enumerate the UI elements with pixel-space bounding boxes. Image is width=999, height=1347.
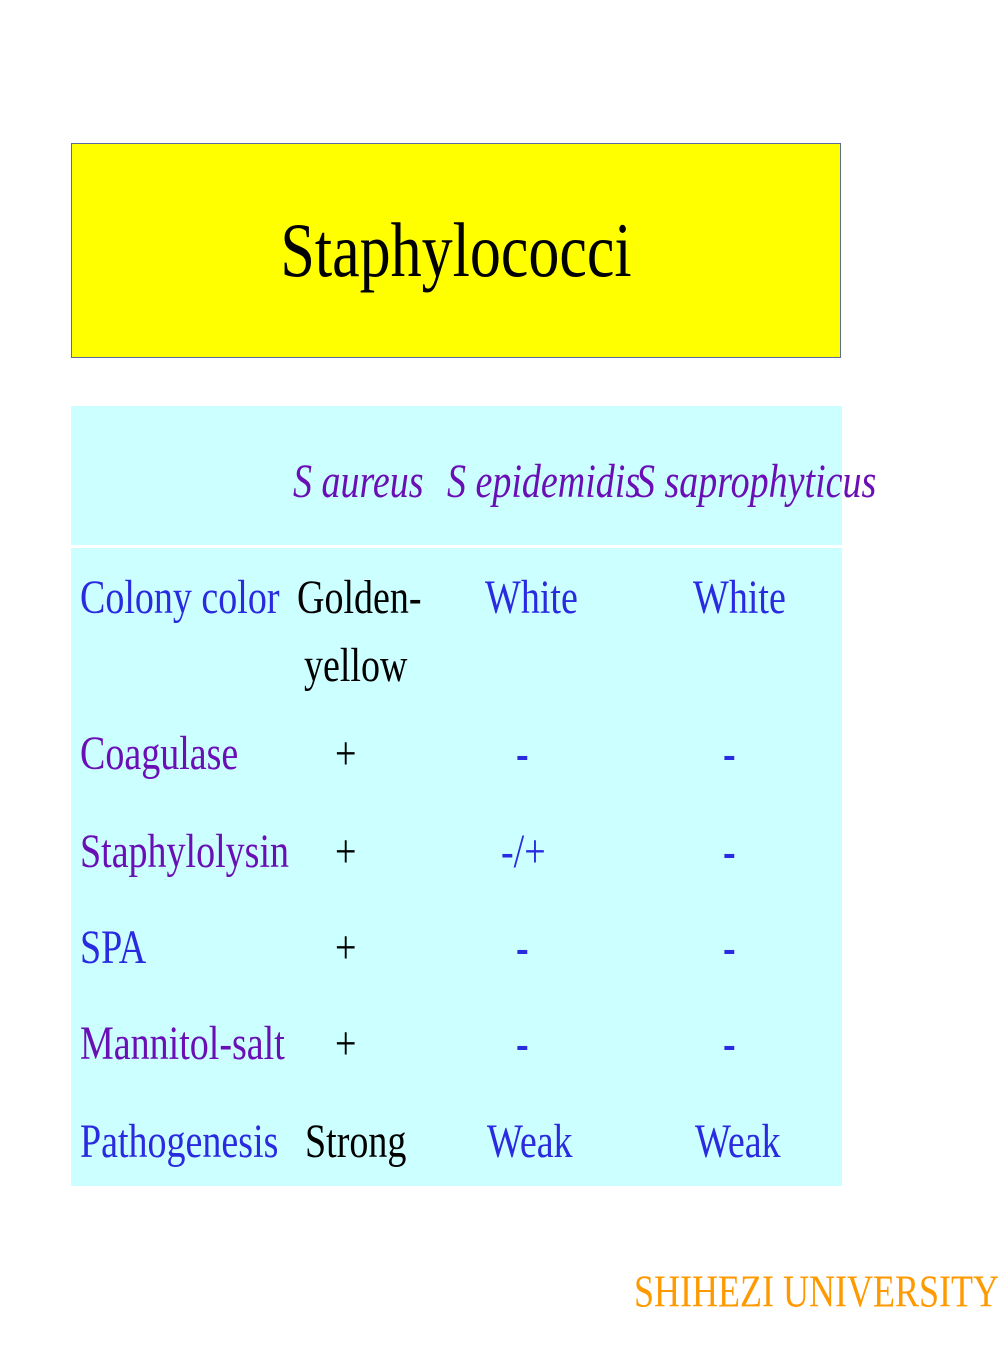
cell-epidemidis-mannitol-salt: - <box>516 1017 529 1070</box>
cell-saprophyticus-spa: - <box>723 921 736 974</box>
row-label-pathogenesis: Pathogenesis <box>80 1115 279 1168</box>
cell-aureus-coagulase: + <box>335 727 357 780</box>
cell-epidemidis-colony-color: White <box>485 571 578 624</box>
cell-aureus-mannitol-salt: + <box>335 1017 357 1070</box>
cell-aureus-colony-color-line2: yellow <box>304 639 408 692</box>
row-label-spa: SPA <box>80 921 147 974</box>
cell-aureus-colony-color: Golden- <box>297 571 422 624</box>
title-banner <box>71 143 841 358</box>
column-header-s-saprophyticus: S saprophyticus <box>636 455 877 508</box>
header-divider <box>71 545 842 548</box>
cell-saprophyticus-coagulase: - <box>723 727 736 780</box>
cell-saprophyticus-pathogenesis: Weak <box>695 1115 781 1168</box>
row-label-colony-color: Colony color <box>80 571 280 624</box>
cell-epidemidis-pathogenesis: Weak <box>487 1115 573 1168</box>
cell-aureus-staphylolysin: + <box>335 825 357 878</box>
column-header-s-epidemidis: S epidemidis <box>447 455 641 508</box>
cell-saprophyticus-mannitol-salt: - <box>723 1017 736 1070</box>
cell-epidemidis-staphylolysin: -/+ <box>501 825 546 878</box>
page-title: Staphylococci <box>280 208 632 293</box>
row-label-staphylolysin: Staphylolysin <box>80 825 290 878</box>
column-header-s-aureus: S aureus <box>293 455 424 508</box>
cell-epidemidis-coagulase: - <box>516 727 529 780</box>
row-label-mannitol-salt: Mannitol-salt <box>80 1017 285 1070</box>
row-label-coagulase: Coagulase <box>80 727 239 780</box>
comparison-table <box>71 406 877 1186</box>
cell-saprophyticus-staphylolysin: - <box>723 825 736 878</box>
university-footer: SHIHEZI UNIVERSITY <box>634 1266 999 1317</box>
cell-aureus-spa: + <box>335 921 357 974</box>
cell-epidemidis-spa: - <box>516 921 529 974</box>
cell-saprophyticus-colony-color: White <box>693 571 786 624</box>
cell-aureus-pathogenesis: Strong <box>305 1115 407 1168</box>
